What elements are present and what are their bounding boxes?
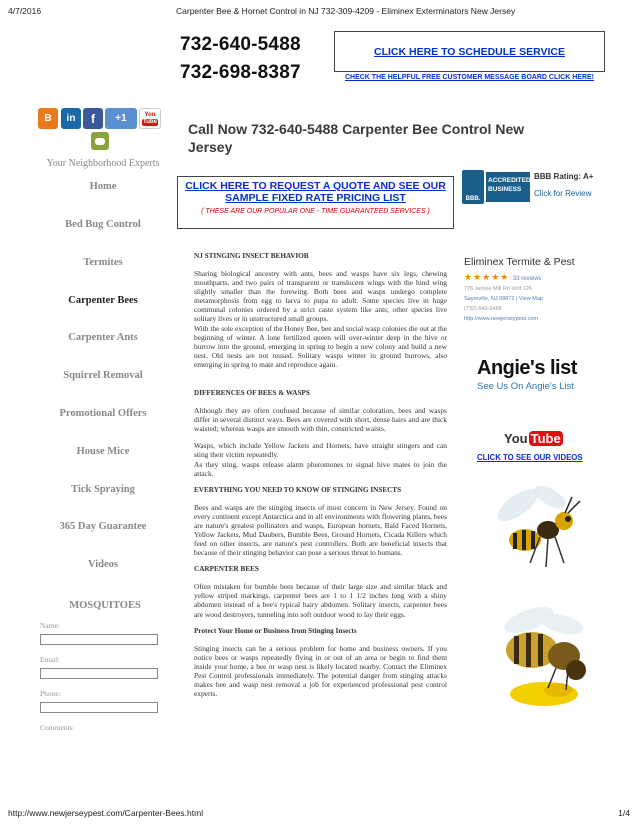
email-field[interactable] <box>40 668 158 679</box>
google-plus-text: +1 <box>115 113 127 124</box>
quote-note: ( THESE ARE OUR POPULAR ONE - TIME GUARANTEED SERVICES ) <box>201 208 430 215</box>
schedule-service-link[interactable]: CLICK HERE TO SCHEDULE SERVICE <box>374 45 565 58</box>
sidebar-item-home[interactable]: Home <box>89 181 117 192</box>
paragraph: Wasps, which include Yellow Jackets and Hornets, have straight stingers and can sting their victim repeatedly. <box>194 441 447 460</box>
bbb-rating-text: BBB Rating: A+ <box>534 172 594 181</box>
wasp-image <box>480 475 590 575</box>
facebook-icon[interactable] <box>83 108 103 129</box>
page-title: Call Now 732-640-5488 Carpenter Bee Control New Jersey <box>188 121 525 155</box>
bbb-badge[interactable] <box>462 170 594 204</box>
phone-numbers <box>180 31 330 87</box>
name-field[interactable] <box>40 634 158 645</box>
paragraph: As they sting, wasps release alarm pheromones to signal hive mates to join the attack. <box>194 459 447 478</box>
sidebar-item-bed-bug-control[interactable]: Bed Bug Control <box>65 219 141 230</box>
youtube-logo-you: You <box>504 430 528 446</box>
listing-address: 776 Jernee Mill Rd Unit 126 <box>464 286 532 292</box>
form-title: MOSQUITOES <box>69 600 141 611</box>
message-board-link[interactable]: CHECK THE HELPFUL FREE CUSTOMER MESSAGE BOARD CLICK HERE! <box>344 74 595 81</box>
google-plus-icon[interactable] <box>105 108 137 129</box>
section-heading: DIFFERENCES OF BEES & WASPS <box>194 389 310 398</box>
contact-form <box>40 600 170 734</box>
reviews-count[interactable]: 33 reviews <box>512 276 542 282</box>
request-quote-link[interactable]: CLICK HERE TO REQUEST A QUOTE AND SEE OUR SAMPLE FIXED RATE PRICING LIST <box>185 180 446 204</box>
see-videos-link[interactable]: CLICK TO SEE OUR VIDEOS <box>477 453 583 462</box>
sidebar-item-carpenter-bees[interactable]: Carpenter Bees <box>68 294 138 306</box>
quote-box <box>177 176 454 229</box>
youtube-logo-icon[interactable] <box>504 428 561 448</box>
phone-label: Phone: <box>40 689 61 698</box>
comments-label: Comments: <box>40 723 75 732</box>
paragraph: Bees and wasps are the stinging insects of most concern in New Jersey. Found on every continent except Antarctica and in all environments with flowering plants, bees are nature's greatest pollinators and wasps, European hornets, Bald Faced Hornets, Yellow Jackets, Mud Daubers, Bumble Bees, Ground Hornets, Cicada Killers which feed on other insects, are nature's pest controllers. Both are beneficial insects that because of their stinging behavior can pose a serious threat to humans. <box>194 502 447 558</box>
youtube-tube-text: Tube <box>143 118 157 125</box>
bbb-review-link[interactable]: Click for Review <box>534 189 592 198</box>
phone-field[interactable] <box>40 702 158 713</box>
listing-city[interactable]: Sayreville, NJ 08872 | View Map <box>464 296 543 302</box>
email-label: Email: <box>40 655 60 664</box>
section-heading: Protect Your Home or Business from Stinging Insects <box>194 626 357 635</box>
print-page-title: Carpenter Bee & Hornet Control in NJ 732-309-4209 - Eliminex Exterminators New Jersey <box>176 6 516 16</box>
bbb-rating <box>534 172 593 181</box>
name-label: Name: <box>40 621 60 630</box>
paragraph: With the sole exception of the Honey Bee, bee and social wasp colonies die out at the beginning of winter. A lone fertilized queen will over-winter deep in the hive or burrow into the ground, emerging in spring to begin a new colony and build a new nest. Old nests are not reused. Solitary wasps winter in ground burrows, also emerging in spring to mate and reproduce again. <box>194 323 447 369</box>
sidebar-item-termites[interactable]: Termites <box>83 256 123 268</box>
sidebar-tagline: Your Neighborhood Experts <box>46 158 160 169</box>
angies-list-link[interactable]: See Us On Angie's List <box>477 381 574 392</box>
paragraph: Sharing biological ancestry with ants, bees and wasps have six legs, chewing mouthparts, and two pairs of transparent or translucent wings with the hind wing slightly smaller than the forewing. Both bees and wasps undergo complete metamorphosis from egg to larva to pupa to adult. Some species live in huge communal colonies ordered by a strict caste system like ants; other species live solitary lives or in unstructured small groups. <box>194 269 447 324</box>
social-icons <box>38 108 163 152</box>
angies-list-logo: Angie's list <box>477 357 577 379</box>
paragraph: Often mistaken for bumble bees because of their large size and similar black and yellow striped markings, carpenter bees are 1 to 1 1/2 inches long with a shiny abdomen instead of a bee's typical hairy abdomen. Solitary insects, carpenter bees are wood destroyers, tunneling into soft outdoor wood to lay their eggs. <box>194 582 447 619</box>
youtube-logo-tube: Tube <box>530 430 561 446</box>
youtube-icon[interactable] <box>139 108 161 129</box>
listing-website[interactable]: http://www.newjerseypest.com <box>464 316 538 322</box>
star-icons: ★★★★★ <box>464 272 510 282</box>
bbb-torch-icon: BBB. <box>462 170 484 204</box>
paragraph: Stinging insects can be a serious problem for home and business owners. If you notice bees or wasps repeatedly flying in or out of an area or begin to find them inside your home, a bee or wasp nest is likely located nearby. Contact the Eliminex Pest Control professionals immediately. The potential danger from stinging attacks makes bee and wasp nest removal a job for experienced professional pest control experts. <box>194 643 447 699</box>
linkedin-text: in <box>66 113 76 124</box>
sidebar-item-videos[interactable]: Videos <box>88 559 118 571</box>
section-heading: EVERYTHING YOU NEED TO KNOW OF STINGING INSECTS <box>194 485 402 494</box>
sidebar-item-tick-spraying[interactable]: Tick Spraying <box>71 483 135 495</box>
sidebar <box>36 158 170 593</box>
phone-secondary[interactable]: 732-698-8387 <box>180 62 301 83</box>
blogger-icon[interactable]: B <box>38 108 58 129</box>
sidebar-item-squirrel-removal[interactable]: Squirrel Removal <box>63 370 143 382</box>
chat-icon[interactable] <box>91 132 109 150</box>
phone-primary[interactable]: 732-640-5488 <box>180 34 301 55</box>
print-date: 4/7/2016 <box>8 6 42 16</box>
bee-on-flower-image <box>474 598 600 708</box>
print-page-number: 1/4 <box>618 808 630 818</box>
rating-stars <box>464 272 596 283</box>
listing-title: Eliminex Termite & Pest <box>464 256 575 268</box>
bbb-accredited-label: ACCREDITED BUSINESS <box>486 172 530 202</box>
article-content <box>194 252 447 698</box>
listing-phone: (732) 640-5488 <box>464 306 502 312</box>
sidebar-item-house-mice[interactable]: House Mice <box>76 445 130 457</box>
sidebar-item-365-day-guarantee[interactable]: 365 Day Guarantee <box>59 521 147 533</box>
youtube-you-text: You <box>144 111 156 118</box>
print-footer <box>8 806 630 818</box>
sidebar-item-promotional-offers[interactable]: Promotional Offers <box>59 407 147 419</box>
business-listing-card[interactable] <box>464 256 596 336</box>
sidebar-item-carpenter-ants[interactable]: Carpenter Ants <box>68 332 138 344</box>
section-heading: CARPENTER BEES <box>194 565 259 574</box>
section-heading: NJ STINGING INSECT BEHAVIOR <box>194 252 309 260</box>
print-header <box>8 6 630 20</box>
linkedin-icon[interactable] <box>61 108 81 129</box>
facebook-text: f <box>91 111 95 126</box>
paragraph: Although they are often confused because of similar coloration, bees and wasps differ in several distinct ways. Bees are covered with short, dense hairs and are thick waisted; whereas wasps are smooth with thin, constricted waists. <box>194 406 447 434</box>
angies-list-badge[interactable] <box>477 357 585 392</box>
schedule-service-box <box>334 31 605 72</box>
print-url: http://www.newjerseypest.com/Carpenter-Bees.html <box>8 808 204 818</box>
